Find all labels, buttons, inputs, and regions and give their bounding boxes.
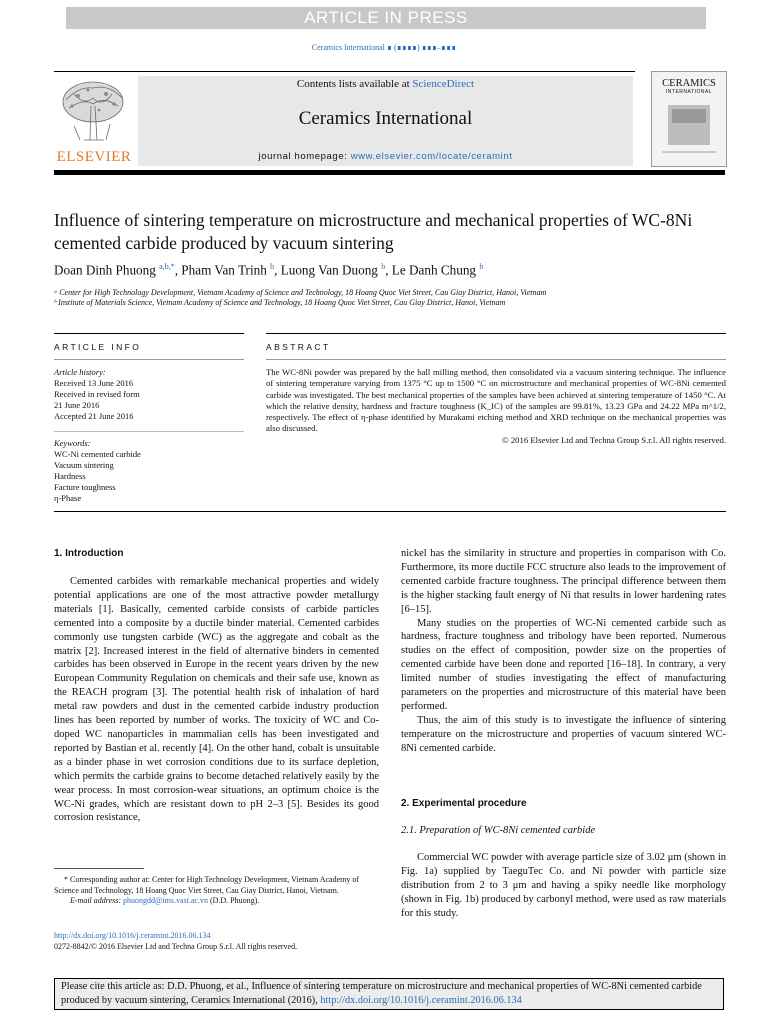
intro-paragraph-2: nickel has the similarity in structure and properties in comparison with Co. Furthermore, its more ductile FCC structure also leads to the improvement of cemented carbide fracture toughness. The principal difference between them is the higher stacking fault energy of Ni that results in lower hardening rates [6–15]. [401, 548, 726, 615]
elsevier-wordmark: ELSEVIER [56, 149, 132, 165]
article-history [54, 367, 244, 422]
author-separator: , [274, 262, 281, 278]
article-title: Influence of sintering temperature on microstructure and mechanical properties of WC-8Ni cemented carbide produced by vacuum sintering [54, 210, 693, 253]
keyword: WC-Ni cemented carbide [54, 449, 141, 459]
keyword: Vacuum sintering [54, 460, 114, 470]
sciencedirect-link[interactable]: ScienceDirect [412, 78, 475, 90]
article-info-rule-top [54, 333, 244, 334]
keywords [54, 438, 244, 504]
corresponding-author-note: * Corresponding author at: Center for High Technology Development, Vietnam Academy of Science and Technology, 18 Hoang Quoc Viet Street, Cau Giay District, Hanoi, Vietnam. [54, 875, 360, 895]
email-label: E-mail address: [70, 896, 124, 905]
abstract-rule-top [266, 333, 726, 334]
history-item: 21 June 2016 [54, 400, 100, 410]
contents-line [138, 78, 633, 90]
contents-prefix: Contents lists available at [296, 78, 413, 90]
cover-title-1: CERAMICS [662, 78, 716, 89]
history-item: Received 13 June 2016 [54, 378, 134, 388]
author-name: Luong Van Duong [280, 262, 378, 278]
article-info-heading: ARTICLE INFO [54, 342, 142, 352]
header-top-rule [54, 71, 635, 72]
homepage-link[interactable]: www.elsevier.com/locate/ceramint [350, 151, 513, 162]
section-2-heading: 2. Experimental procedure [401, 798, 527, 809]
intro-column-right [401, 547, 726, 756]
author-name: Doan Dinh Phuong [54, 262, 156, 278]
journal-name: Ceramics International [298, 108, 473, 129]
author-separator: , [385, 262, 392, 278]
intro-paragraph-4: Thus, the aim of this study is to investigate the influence of sintering temperature on the microstructure and properties of vacuum sintered WC-8Ni cemented carbide. [401, 714, 726, 754]
journal-homepage-line [138, 151, 633, 162]
email-line [54, 896, 379, 907]
author-list [54, 262, 714, 278]
abstract-rule [266, 359, 726, 360]
author-separator: , [174, 262, 182, 278]
article-in-press-banner: ARTICLE IN PRESS [66, 7, 706, 29]
intro-paragraph-3: Many studies on the properties of WC-Ni cemented carbide such as hardness, fracture toughness and tribology have been reported. Numerous studies on the effect of composition, powder size on the properties of cemented carbide have been done and reported [16–18]. In contrary, a very limited number of studies investigating the effect of manufacturing parameters on the properties and microstructure of this material have been performed. [401, 617, 726, 712]
section-2-1-heading: 2.1. Preparation of WC-8Ni cemented carbide [401, 825, 596, 836]
footnote-rule [54, 868, 144, 869]
intro-column-left [54, 575, 379, 825]
cover-title-2: INTERNATIONAL [665, 89, 713, 95]
affiliation-b: ᵇ Institute of Materials Science, Vietnam Academy of Science and Technology, 18 Hoang Quoc Viet Street, Cau Giay District, Hanoi, Vietnam [54, 298, 506, 307]
citation-doi-link[interactable]: http://dx.doi.org/10.1016/j.ceramint.2016.06.134 [320, 995, 522, 1006]
article-info-rule [54, 359, 244, 360]
author-name: Pham Van Trinh [181, 262, 267, 278]
doi-block [54, 931, 394, 952]
header-thick-rule [54, 170, 725, 175]
citation-text: Please cite this article as: D.D. Phuong, et al., Influence of sintering temperature on microstructure and mechanical properties of WC-8Ni cemented carbide produced by vacuum sintering, Ceramics International (2016), [61, 981, 702, 1006]
email-suffix: (D.D. Phuong). [207, 896, 260, 905]
author-affil-mark[interactable]: b [270, 262, 275, 271]
homepage-label: journal homepage: [258, 151, 351, 162]
issn-line: 0272-8842/© 2016 Elsevier Ltd and Techna Group S.r.l. All rights reserved. [54, 941, 298, 951]
author-affil-mark[interactable]: a,b,* [159, 262, 175, 271]
email-link[interactable]: phuongdd@ims.vast.ac.vn [123, 896, 208, 905]
author-affil-mark[interactable]: b [381, 262, 386, 271]
abstract-heading: ABSTRACT [266, 342, 331, 352]
abstract-copyright: © 2016 Elsevier Ltd and Techna Group S.r.l. All rights reserved. [502, 434, 726, 445]
keywords-label: Keywords: [54, 438, 91, 448]
corresponding-footnote [54, 875, 379, 907]
author-affil-mark[interactable]: b [479, 262, 484, 271]
experimental-column [401, 851, 726, 921]
doi-link[interactable]: http://dx.doi.org/10.1016/j.ceramint.2016.06.134 [54, 931, 211, 940]
experimental-paragraph-1: Commercial WC powder with average particle size of 3.02 μm (shown in Fig. 1a) supplied by TaeguTec Co. and Ni powder with particle size distribution from 2 to 3 μm and having a spiky needle like morphology (shown in Fig. 1b) produced by carbonyl method, were used as raw materials for this study. [401, 852, 726, 919]
keyword: Facture toughness [54, 482, 116, 492]
intro-paragraph-1: Cemented carbides with remarkable mechanical properties and widely potential applications are one of the most attractive powder metallurgy materials [1]. Basically, cemented carbide consists of carbide particles cemented into a composite by a ductile binder material. Cemented carbides commonly use tungsten carbide (WC) as the aggregate and cobalt as the matrix [2]. Increased interest in the field of alternative binders in cemented carbides has been observed in Europe in the recent years driven by the new European Community Regulation on chemicals and their safe use, known as the REACH program [3]. The potential health risk of inhalation of hard metal raw powders and dust in the cemented carbide industry production lines has been reported by number of works. The toxicity of WC and Co-doped WC nanoparticles in mammalian cells has been investigated and reported by Bastian et al. recently [4]. On the other hand, cobalt is unsuitable as a binder phase in wet corrosion conditions due to its surface depletion, which permits the carbide grains to become detached relatively easily by the wear process. In most corrosion-wear situations, an optimum choice is the WC-Ni grades, which are resistant down to pH 2–3 [5]. Besides its good corrosion resistance, [54, 576, 379, 824]
history-label: Article history: [54, 367, 106, 377]
history-item: Received in revised form [54, 389, 140, 399]
journal-reference[interactable]: Ceramics International ∎ (∎∎∎∎) ∎∎∎–∎∎∎ [311, 43, 457, 52]
section-1-heading: 1. Introduction [54, 548, 124, 559]
journal-cover-image [651, 71, 727, 167]
keyword: Hardness [54, 471, 86, 481]
affiliation-a: ᵃ Center for High Technology Development, Vietnam Academy of Science and Technology, 18 Hoang Quoc Viet Street, Cau Giay District, Hanoi, Vietnam [54, 288, 547, 297]
author-name: Le Danh Chung [391, 262, 477, 278]
abstract-text: The WC-8Ni powder was prepared by the ball milling method, then consolidated via a vacuum sintering technique. The influence of sintering temperature varying from 1375 °C up to 1500 °C on microstructure and mechanical properties of WC-8Ni cemented carbide was investigated. The best mechanical properties of the samples have been achieved at sintering temperature of 1450 °C. At which the relative density, hardness and fracture toughness (K_IC) of the samples are 99.81%, 13.23 GPa and 24.22 MPa m^1/2, respectively. The effect of η-phase identified by Murakami etching method and XRD technique on the mechanical properties was also discussed. [266, 367, 726, 434]
history-item: Accepted 21 June 2016 [54, 411, 134, 421]
keyword: η-Phase [54, 493, 82, 503]
keywords-rule [54, 431, 244, 432]
front-matter-bottom-rule [54, 511, 726, 512]
abstract-body [266, 367, 726, 446]
citation-box [54, 978, 724, 1010]
